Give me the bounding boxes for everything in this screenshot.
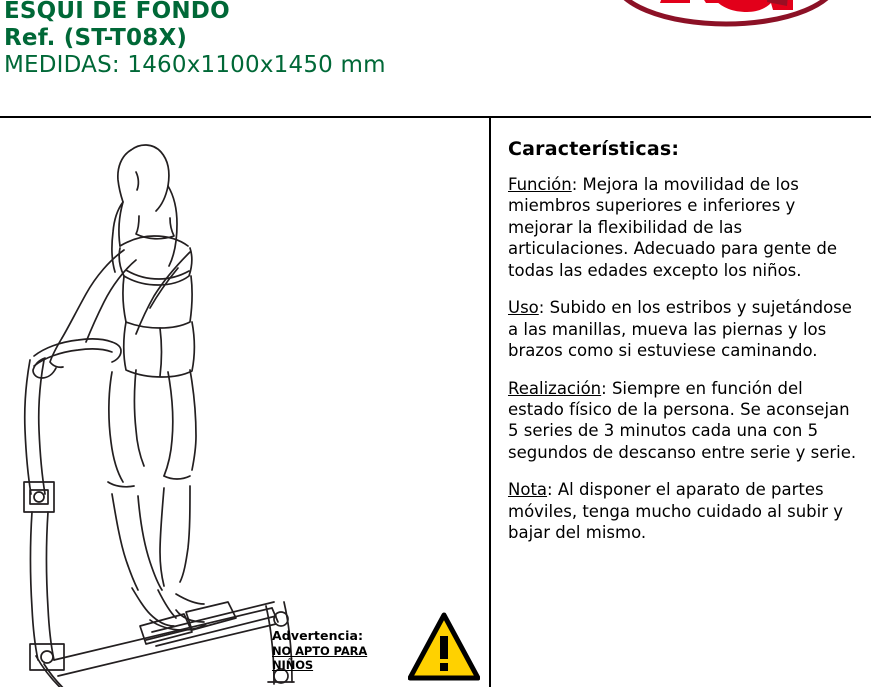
characteristic-body: : Siempre en función del estado físico de la persona. Se aconsejan 5 series de 3 minutos cada una con 5 segundos de descanso entre serie y serie. — [508, 378, 857, 462]
characteristics-heading: Características: — [508, 138, 680, 160]
warning-subtitle: NO APTO PARA NIÑOS — [272, 644, 368, 672]
title-block — [4, 0, 386, 79]
characteristic-item — [508, 378, 860, 464]
characteristic-item — [508, 297, 860, 361]
characteristic-lead: Realización — [508, 378, 602, 398]
characteristic-body: : Mejora la movilidad de los miembros superiores e inferiores y mejorar la flexibilidad de las articulaciones. Adecuado para gente de todas las edades excepto los niños. — [508, 175, 837, 280]
warning-block — [272, 600, 487, 687]
company-logo — [611, 0, 841, 53]
column-divider — [489, 118, 491, 687]
product-reference: Ref. (ST-T08X) — [4, 25, 188, 52]
product-dimensions: MEDIDAS: 1460x1100x1450 mm — [4, 52, 386, 79]
product-title: ESQUI DE FONDO — [4, 0, 230, 24]
characteristic-lead: Función — [508, 175, 572, 194]
warning-text — [272, 628, 402, 672]
characteristic-lead: Uso — [508, 298, 539, 318]
characteristic-item — [508, 174, 860, 281]
header-divider — [0, 116, 871, 118]
document-header — [0, 0, 871, 112]
characteristic-lead: Nota — [508, 480, 548, 500]
characteristics-section — [508, 138, 860, 560]
characteristic-body: : Subido en los estribos y sujetándose a las manillas, mueva las piernas y los brazos como si estuviese caminando. — [508, 298, 852, 361]
characteristic-item — [508, 479, 860, 543]
warning-triangle-icon — [408, 612, 480, 688]
warning-title: Advertencia: — [272, 628, 364, 643]
characteristic-body: : Al disponer el aparato de partes móviles, tenga mucho cuidado al subir y bajar del mismo. — [508, 480, 844, 543]
